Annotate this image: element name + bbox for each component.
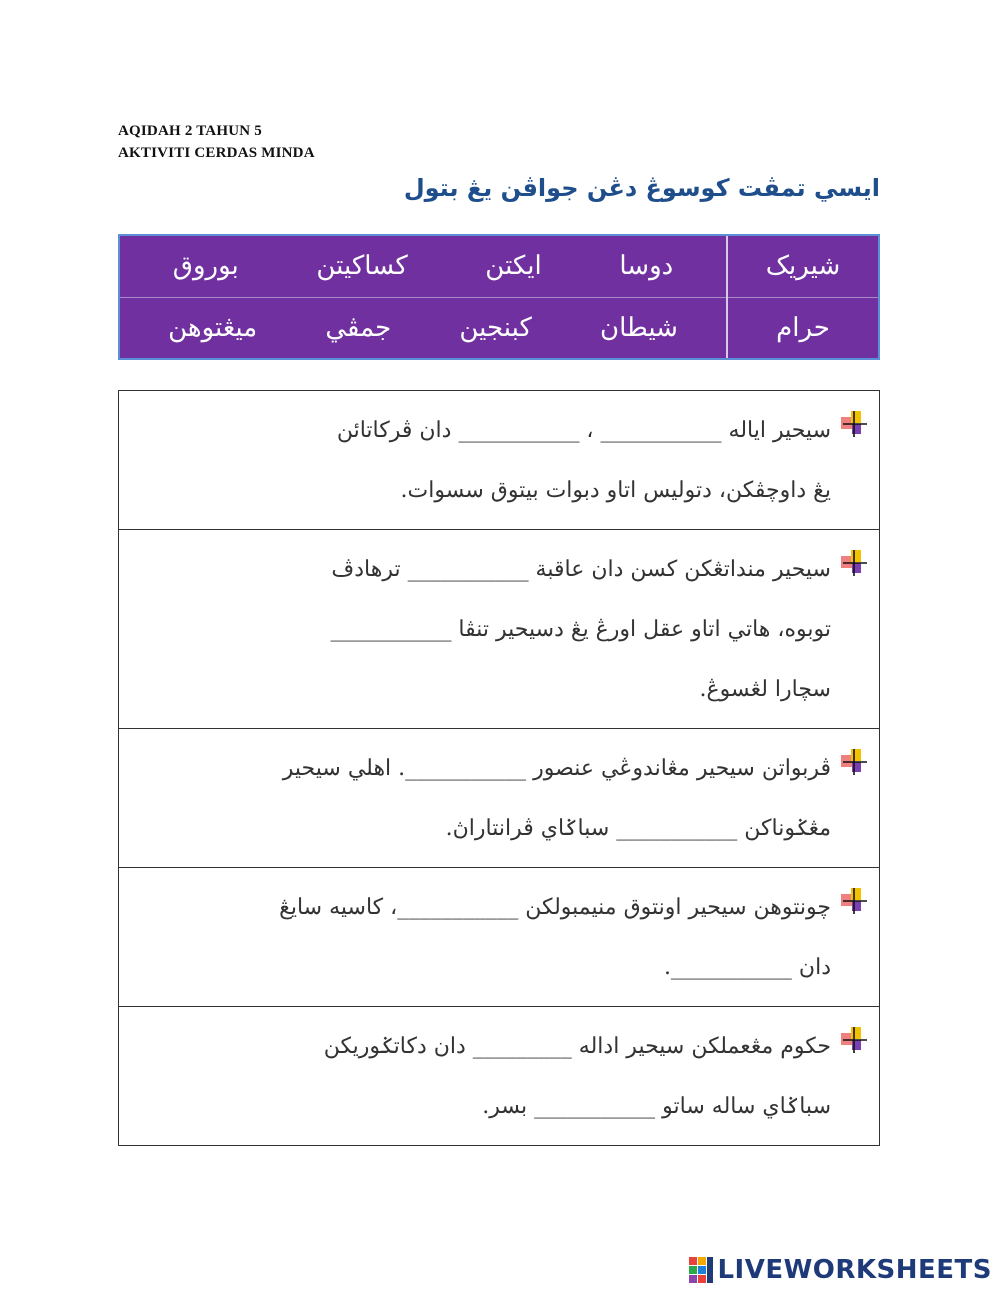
word-bank-other-columns [120,236,726,358]
question-table [118,390,880,1146]
word-bank-cell [728,298,878,359]
header-subject: AQIDAH 2 TAHUN 5 [118,123,262,139]
question-text: سيحير منداتڠکن کسن دان عاقبة ___________ ترهادڤ [331,557,831,582]
logo-text: LIVEWORKSHEETS [717,1255,992,1285]
question-text: دان ___________. [663,955,831,980]
word-bank-word: ايکتن [485,251,542,282]
word-bank-word: کساکيتن [316,251,408,282]
bullet-icon [839,409,869,439]
question-text: مڠݢوناکن ___________ سباݢاي ڤرانتاراڽ. [445,816,831,841]
question-row [119,1007,879,1145]
question-text: يڠ داوچڤکن، دتوليس اتاو دبوات بيتوق سسوات. [400,478,831,503]
question-text: سيحير اياله ___________ ، ___________ دان ڤرکاتائن [336,418,831,443]
question-text: سباݢاي ساله ساتو ___________ بسر. [482,1094,831,1119]
word-bank-word: جمڤي [325,312,392,343]
instruction-text: ايسي تمڤت کوسوڠ دڠن جواڤن يڠ بتول [403,174,880,202]
header-activity: AKTIVITI CERDAS MINDA [118,145,315,161]
word-bank-word: شيريک [765,251,841,282]
word-bank-first-column [726,236,878,358]
word-bank-word: دوسا [619,251,674,282]
question-text: ڤربواتن سيحير مڠاندوڠي عنصور ___________. اهلي سيحير [282,756,831,781]
question-row [119,868,879,1007]
word-bank-cell [728,236,878,298]
logo-badge-icon [689,1255,715,1285]
bullet-icon [839,886,869,916]
question-row [119,729,879,868]
word-bank-word: حرام [776,312,830,343]
word-bank-row [120,236,726,298]
word-bank-word: کبنجين [459,312,532,343]
word-bank [118,234,880,360]
word-bank-word: شيطان [599,312,678,343]
question-row [119,391,879,530]
word-bank-word: بوروق [172,251,239,282]
bullet-icon [839,747,869,777]
word-bank-row [120,298,726,359]
question-row [119,530,879,729]
word-bank-word: ميڠتوهن [168,312,258,343]
bullet-icon [839,548,869,578]
question-text: حکوم مڠعملکن سيحير اداله _________ دان دکاتݢوريکن [323,1034,831,1059]
question-text: توبوه، هاتي اتاو عقل اورڠ يڠ دسيحير تنڤا ___________ [330,617,831,642]
worksheet-header [118,120,315,164]
question-text: چونتوهن سيحير اونتوق منيمبولکن ___________، کاسيه سايڠ [279,895,831,920]
bullet-icon [839,1025,869,1055]
question-text: سچارا لڠسوڠ. [699,677,831,702]
liveworksheets-logo[interactable] [689,1255,992,1285]
